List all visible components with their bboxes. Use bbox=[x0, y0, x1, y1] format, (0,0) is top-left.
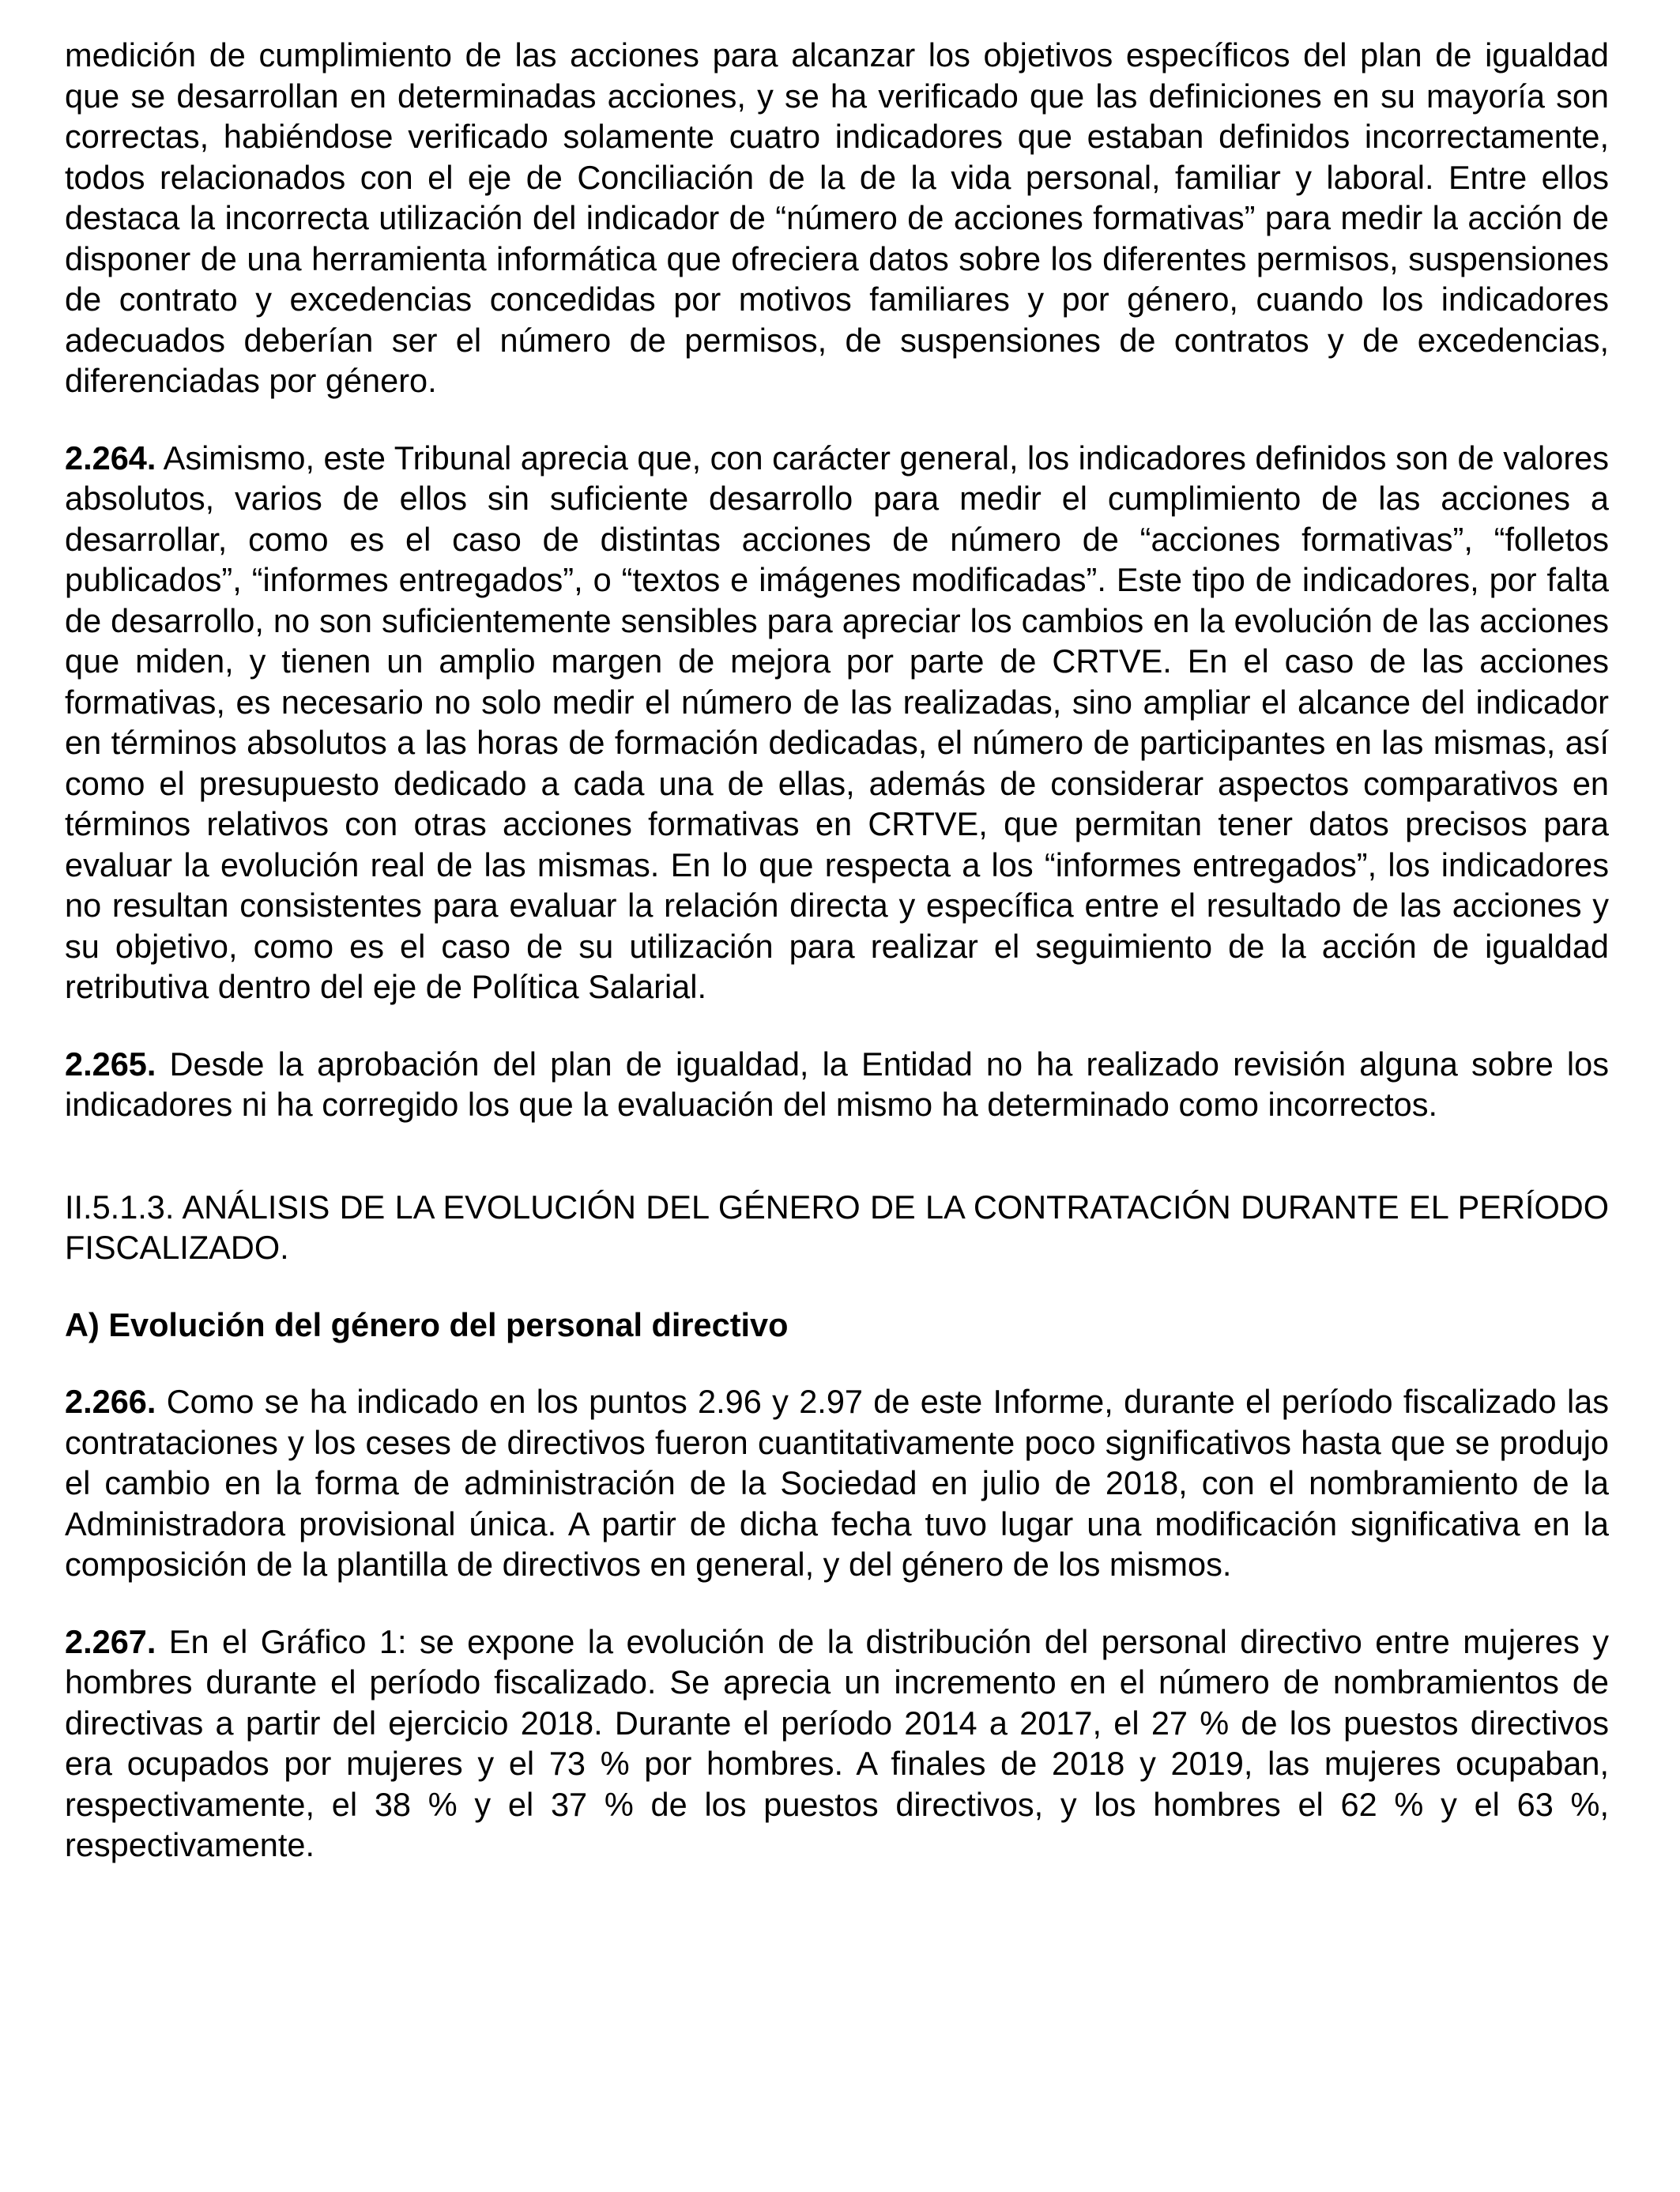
paragraph-number: 2.266. bbox=[65, 1383, 156, 1420]
paragraph-number: 2.264. bbox=[65, 439, 156, 476]
paragraph-text: Asimismo, este Tribunal aprecia que, con carácter general, los indicadores definidos son de valores absolutos, varios de ellos sin suficiente desarrollo para medir el cumplimiento de las acciones a desarrollar, como es el caso de distintas acciones de número de “acciones formativas”, “folletos publicados”, “informes entregados”, o “textos e imágenes modificadas”. Este tipo de indicadores, por falta de desarrollo, no son suficientemente sensibles para apreciar los cambios en la evolución de las acciones que miden, y tienen un amplio margen de mejora por parte de CRTVE. En el caso de las acciones formativas, es necesario no solo medir el número de las realizadas, sino ampliar el alcance del indicador en términos absolutos a las horas de formación dedicadas, el número de participantes en las mismas, así como el presupuesto dedicado a cada una de ellas, además de considerar aspectos comparativos en términos relativos con otras acciones formativas en CRTVE, que permitan tener datos precisos para evaluar la evolución real de las mismas. En lo que respecta a los “informes entregados”, los indicadores no resultan consistentes para evaluar la relación directa y específica entre el resultado de las acciones y su objetivo, como es el caso de su utilización para realizar el seguimiento de la acción de igualdad retributiva dentro del eje de Política Salarial. bbox=[65, 439, 1609, 1005]
paragraph-2-267 bbox=[65, 1621, 1609, 1866]
paragraph-text: Desde la aprobación del plan de igualdad, la Entidad no ha realizado revisión alguna sobre los indicadores ni ha corregido los que la evaluación del mismo ha determinado como incorrectos. bbox=[65, 1045, 1609, 1123]
paragraph-2-264 bbox=[65, 438, 1609, 1007]
paragraph-2-265 bbox=[65, 1044, 1609, 1125]
paragraph-continued: medición de cumplimiento de las acciones para alcanzar los objetivos específicos del plan de igualdad que se desarrollan en determinadas acciones, y se ha verificado que las definiciones en su mayoría son correctas, habiéndose verificado solamente cuatro indicadores que estaban definidos incorrectamente, todos relacionados con el eje de Conciliación de la de la vida personal, familiar y laboral. Entre ellos destaca la incorrecta utilización del indicador de “número de acciones formativas” para medir la acción de disponer de una herramienta informática que ofreciera datos sobre los diferentes permisos, suspensiones de contrato y excedencias concedidas por motivos familiares y por género, cuando los indicadores adecuados deberían ser el número de permisos, de suspensiones de contratos y de excedencias, diferenciadas por género. bbox=[65, 36, 1609, 399]
paragraph-number: 2.265. bbox=[65, 1045, 156, 1083]
paragraph-number: 2.267. bbox=[65, 1622, 156, 1660]
subheading: A) Evolución del género del personal directivo bbox=[65, 1305, 789, 1343]
paragraph-text: Como se ha indicado en los puntos 2.96 y 2.97 de este Informe, durante el período fiscalizado las contrataciones y los ceses de directivos fueron cuantitativamente poco significativos hasta que se produjo el cambio en la forma de administración de la Sociedad en julio de 2018, con el nombramiento de la Administradora provisional única. A partir de dicha fecha tuvo lugar una modificación significativa en la composición de la plantilla de directivos en general, y del género de los mismos. bbox=[65, 1383, 1609, 1583]
section-title: II.5.1.3. ANÁLISIS DE LA EVOLUCIÓN DEL GÉNERO DE LA CONTRATACIÓN DURANTE EL PERÍODO FISCALIZADO. bbox=[65, 1188, 1609, 1266]
document-page bbox=[65, 35, 1609, 1866]
paragraph-2-266 bbox=[65, 1381, 1609, 1585]
paragraph-text: En el Gráfico 1: se expone la evolución de la distribución del personal directivo entre mujeres y hombres durante el período fiscalizado. Se aprecia un incremento en el número de nombramientos de directivas a partir del ejercicio 2018. Durante el período 2014 a 2017, el 27 % de los puestos directivos era ocupados por mujeres y el 73 % por hombres. A finales de 2018 y 2019, las mujeres ocupaban, respectivamente, el 38 % y el 37 % de los puestos directivos, y los hombres el 62 % y el 63 %, respectivamente. bbox=[65, 1622, 1609, 1863]
